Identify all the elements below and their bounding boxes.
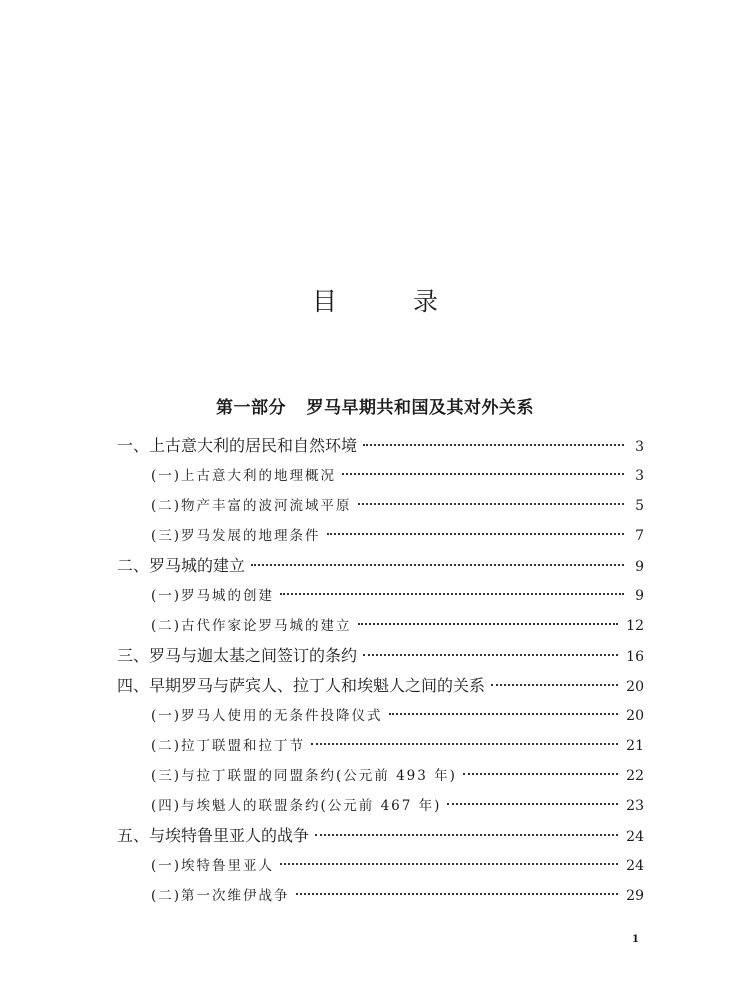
toc-entry-page-number: 23 bbox=[626, 798, 644, 814]
toc-entry-title: (一)罗马城的创建 bbox=[151, 588, 275, 604]
toc-entry-page-number: 29 bbox=[626, 888, 644, 904]
toc-section-entry[interactable] bbox=[117, 851, 644, 881]
toc-entry-page-number: 22 bbox=[626, 768, 644, 784]
toc-section-entry[interactable] bbox=[117, 791, 644, 821]
dot-leader bbox=[280, 593, 624, 595]
dot-leader bbox=[358, 623, 619, 625]
dot-leader bbox=[296, 893, 619, 895]
toc-entry-page-number: 20 bbox=[626, 708, 644, 724]
toc-section-entry[interactable] bbox=[117, 881, 644, 911]
dot-leader bbox=[463, 773, 618, 775]
toc-section-entry[interactable] bbox=[117, 521, 644, 551]
toc-entry-title: 一、上古意大利的居民和自然环境 bbox=[117, 436, 358, 455]
toc-entry-title: (二)第一次维伊战争 bbox=[151, 888, 290, 904]
toc-entry-page-number: 5 bbox=[635, 498, 644, 514]
toc-chapter-entry[interactable] bbox=[117, 431, 644, 461]
toc-section-entry[interactable] bbox=[117, 491, 644, 521]
dot-leader bbox=[358, 503, 624, 505]
toc-entry-title: 四、早期罗马与萨宾人、拉丁人和埃魁人之间的关系 bbox=[117, 676, 486, 695]
dot-leader bbox=[315, 834, 618, 836]
dot-leader bbox=[363, 444, 624, 446]
page-title: 目 录 bbox=[312, 287, 472, 316]
toc-section-entry[interactable] bbox=[117, 461, 644, 491]
toc-chapter-entry[interactable] bbox=[117, 671, 644, 701]
toc-section-entry[interactable] bbox=[117, 701, 644, 731]
toc-entry-title: (四)与埃魁人的联盟条约(公元前 467 年) bbox=[151, 798, 442, 814]
page-number: 1 bbox=[632, 934, 639, 945]
dot-leader bbox=[342, 473, 624, 475]
part-heading: 第一部分 罗马早期共和国及其对外关系 bbox=[216, 398, 534, 418]
toc-entry-page-number: 9 bbox=[635, 588, 644, 604]
toc-chapter-entry[interactable] bbox=[117, 821, 644, 851]
toc-entry-title: (三)罗马发展的地理条件 bbox=[151, 528, 321, 544]
toc-entry-page-number: 24 bbox=[626, 829, 644, 845]
toc-entry-page-number: 3 bbox=[635, 468, 644, 484]
toc-entry-page-number: 12 bbox=[626, 618, 644, 634]
dot-leader bbox=[311, 743, 618, 745]
dot-leader bbox=[389, 713, 619, 715]
toc-section-entry[interactable] bbox=[117, 581, 644, 611]
table-of-contents bbox=[117, 431, 644, 911]
dot-leader bbox=[363, 654, 618, 656]
toc-entry-page-number: 9 bbox=[635, 559, 644, 575]
toc-entry-title: 二、罗马城的建立 bbox=[117, 556, 246, 575]
dot-leader bbox=[251, 564, 624, 566]
toc-entry-page-number: 20 bbox=[626, 679, 644, 695]
dot-leader bbox=[280, 863, 618, 865]
dot-leader bbox=[327, 533, 624, 535]
toc-section-entry[interactable] bbox=[117, 761, 644, 791]
toc-entry-title: 五、与埃特鲁里亚人的战争 bbox=[117, 826, 310, 845]
toc-entry-title: (一)罗马人使用的无条件投降仪式 bbox=[151, 708, 383, 724]
toc-entry-page-number: 21 bbox=[626, 738, 644, 754]
toc-chapter-entry[interactable] bbox=[117, 551, 644, 581]
dot-leader bbox=[491, 684, 618, 686]
toc-entry-title: (二)古代作家论罗马城的建立 bbox=[151, 618, 352, 634]
toc-entry-page-number: 3 bbox=[635, 439, 644, 455]
toc-entry-title: 三、罗马与迦太基之间签订的条约 bbox=[117, 646, 358, 665]
toc-entry-title: (一)埃特鲁里亚人 bbox=[151, 858, 275, 874]
toc-section-entry[interactable] bbox=[117, 731, 644, 761]
toc-entry-title: (一)上古意大利的地理概况 bbox=[151, 468, 337, 484]
toc-entry-title: (二)拉丁联盟和拉丁节 bbox=[151, 738, 306, 754]
toc-entry-page-number: 16 bbox=[626, 649, 644, 665]
dot-leader bbox=[447, 803, 618, 805]
toc-entry-title: (三)与拉丁联盟的同盟条约(公元前 493 年) bbox=[151, 768, 457, 784]
toc-entry-page-number: 7 bbox=[635, 528, 644, 544]
toc-entry-page-number: 24 bbox=[626, 858, 644, 874]
toc-entry-title: (二)物产丰富的波河流域平原 bbox=[151, 498, 352, 514]
toc-chapter-entry[interactable] bbox=[117, 641, 644, 671]
toc-section-entry[interactable] bbox=[117, 611, 644, 641]
